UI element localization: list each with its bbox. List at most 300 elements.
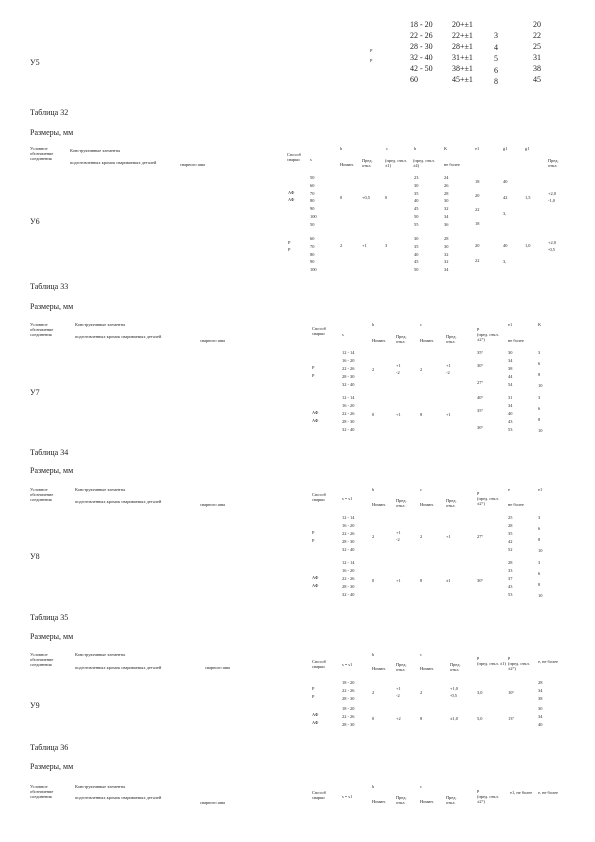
cell-value: 16 - 20 <box>342 568 355 573</box>
cell-b: 0 <box>372 716 375 721</box>
header-construct: Конструктивные элементы <box>70 148 121 153</box>
cell-c: 2 <box>420 534 423 539</box>
cell-b-tol: +2 <box>396 716 401 721</box>
header-b-tol: Пред. откл. <box>396 662 407 672</box>
header-p-tol: (пред. откл. ±1) <box>477 661 506 666</box>
header-e: e, не более <box>538 790 558 795</box>
cell-value: 45 <box>414 206 419 212</box>
header-b: b <box>372 652 375 657</box>
method: АФ <box>288 197 295 202</box>
header-p-tol: (пред. откл. ±2°) <box>477 794 499 804</box>
header-b-nom: Номин. <box>372 338 386 343</box>
cell-g1-tol: +2,0 <box>548 240 556 245</box>
cell-value: 18 <box>475 221 480 226</box>
header-c: c <box>386 146 388 151</box>
cell-value: 40 <box>508 411 513 416</box>
cell-g1-tol: +2,0 <box>548 191 556 196</box>
cell-value: 45 <box>533 75 541 84</box>
cell-value: 53 <box>508 427 513 432</box>
cell-value: 3 <box>538 350 541 355</box>
cell-value: 30 <box>538 706 543 711</box>
cell-p: 3,0 <box>477 690 483 695</box>
cell-p: 35° <box>477 408 484 413</box>
cell-value: 31+±1 <box>452 53 473 62</box>
header-method: Способ сварки <box>312 492 326 502</box>
cell-a: 10° <box>508 690 515 695</box>
header-seam: сварного шва <box>200 338 225 343</box>
cell-value: 28+±1 <box>452 42 473 51</box>
cell-b-tol: +1 <box>396 578 401 583</box>
top-method: Р <box>370 58 373 63</box>
cell-value: 16 - 20 <box>342 358 355 363</box>
row-label: У9 <box>30 701 40 710</box>
header-c-tol: Пред. откл. <box>446 334 457 344</box>
cell-value: 35 <box>414 190 419 196</box>
cell-value: 22 <box>533 31 541 40</box>
cell-b-tol: +1 <box>362 243 367 248</box>
header-p: p <box>477 326 480 331</box>
cell-value: 52 <box>508 547 513 552</box>
cell-value: 3 <box>538 395 541 400</box>
header-seam: сварного шва <box>200 800 225 805</box>
cell-value: 45+±1 <box>452 75 473 84</box>
header-symbol: Условное обозначение соединения <box>30 652 54 667</box>
method: АФ <box>288 190 295 195</box>
cell-value: 43 <box>508 419 513 424</box>
cell-value: 28 <box>508 560 513 565</box>
cell-value: 22 <box>475 258 480 263</box>
cell-value: 10 <box>538 548 543 553</box>
cell-g1: 1,5 <box>525 195 531 200</box>
header-b: b <box>340 146 343 151</box>
cell-value: 28 - 30 <box>342 374 355 379</box>
cell-value: 31 <box>508 395 513 400</box>
cell-value: 32 - 40 <box>342 382 355 387</box>
header-g1: g1 <box>525 146 530 151</box>
cell-value: 3 <box>494 31 498 40</box>
cell-value: 3 <box>538 515 541 520</box>
cell-value: 22 - 26 <box>342 688 355 693</box>
header-g: g1 <box>503 146 508 151</box>
table-title: Таблица 35 <box>30 613 69 622</box>
cell-c: 8 <box>420 412 423 417</box>
table-subtitle: Размеры, мм <box>30 762 74 771</box>
header-symbol: Условное обозначение соединения <box>30 322 54 337</box>
cell-value: 22 - 26 <box>342 531 355 536</box>
cell-value: 90 <box>310 206 315 212</box>
cell-value: 40 <box>414 198 419 204</box>
header-c-tol: (пред. откл. ±1) <box>385 158 407 168</box>
cell-value: 22 - 26 <box>410 31 433 40</box>
cell-value: 50 <box>414 214 419 219</box>
cell-value: 40 <box>414 251 419 257</box>
method: АФ <box>312 720 319 725</box>
cell-value: 40 <box>503 179 508 184</box>
header-method: Способ сварки <box>312 659 326 669</box>
cell-value: 12 - 14 <box>342 350 355 355</box>
cell-value: 28 - 30 <box>342 419 355 424</box>
header-s: s = s1 <box>342 496 353 501</box>
cell-c-tol: -2 <box>446 370 450 375</box>
cell-b: 2 <box>372 690 375 695</box>
cell-p: 40° <box>477 395 484 400</box>
cell-value: 3 <box>538 560 541 565</box>
cell-value: 80 <box>310 251 315 257</box>
cell-value: 45 <box>414 259 419 265</box>
cell-value: 28 - 30 <box>342 539 355 544</box>
header-a: p <box>508 655 511 660</box>
header-b-tol: Пред. откл. <box>396 498 407 508</box>
cell-value: 31 <box>533 53 541 62</box>
cell-c: 2 <box>420 690 423 695</box>
cell-value: 8 <box>538 582 541 587</box>
header-b-nom: Номин. <box>340 162 354 167</box>
cell-value: 32 <box>444 206 449 212</box>
cell-value: 34 <box>444 214 449 219</box>
row-label: У8 <box>30 552 40 561</box>
header-p: p <box>477 490 480 495</box>
header-e1: e1, не более <box>510 790 533 795</box>
method: АФ <box>312 418 319 423</box>
header-a-tol: (пред. откл. ±2°) <box>508 661 530 671</box>
cell-value: 22 - 26 <box>342 576 355 581</box>
cell-value: 3, <box>503 211 507 216</box>
cell-value: 32 - 40 <box>410 53 433 62</box>
header-b: b <box>372 322 375 327</box>
header-b-tol: Пред. откл. <box>396 334 407 344</box>
header-symbol: Условное обозначение соединения <box>30 146 54 161</box>
table-subtitle: Размеры, мм <box>30 302 74 311</box>
cell-value: 43 <box>508 584 513 589</box>
cell-value: 37 <box>508 576 513 581</box>
cell-value: 5 <box>494 54 498 63</box>
cell-value: 100 <box>310 214 317 219</box>
cell-value: 28 - 30 <box>342 584 355 589</box>
cell-c-tol: +1 <box>446 412 451 417</box>
cell-value: 20+±1 <box>452 20 473 29</box>
header-c: c <box>420 784 422 789</box>
cell-b-tol: +1 <box>396 412 401 417</box>
cell-value: 6 <box>538 571 541 576</box>
header-s: s = s1 <box>342 794 353 799</box>
header-prepared: подготовленных кромок свариваемых деталей <box>70 160 157 165</box>
cell-value: 16 - 20 <box>342 523 355 528</box>
header-e: b <box>414 146 417 151</box>
cell-value: 50 <box>414 267 419 273</box>
cell-value: 34 <box>444 267 449 273</box>
cell-value: 42 <box>503 195 508 200</box>
cell-value: 42 <box>508 539 513 544</box>
cell-value: 38 <box>538 696 543 701</box>
table-title: Таблица 33 <box>30 282 69 291</box>
cell-value: 25 <box>533 42 541 51</box>
cell-c: 2 <box>420 367 423 372</box>
cell-value: 100 <box>310 267 317 273</box>
cell-value: 12 - 14 <box>342 515 355 520</box>
method: Р <box>312 365 315 370</box>
header-prepared: подготовленных кромок свариваемых деталей <box>75 795 162 800</box>
cell-c: 0 <box>385 195 388 200</box>
header-c: c <box>420 652 422 657</box>
cell-value: 24 <box>444 175 449 180</box>
cell-c: 8 <box>420 578 423 583</box>
cell-c: 8 <box>420 716 423 721</box>
top-row-label: У5 <box>30 58 40 67</box>
cell-b: 2 <box>340 243 343 248</box>
cell-p: 30° <box>477 425 484 430</box>
cell-value: 32 - 40 <box>342 547 355 552</box>
cell-b-tol: +1 <box>396 686 401 691</box>
method: Р <box>288 240 291 245</box>
cell-value: 20 <box>475 193 480 198</box>
cell-value: 28 - 30 <box>342 722 355 727</box>
cell-value: 53 <box>508 592 513 597</box>
header-construct: Конструктивные элементы <box>75 784 126 789</box>
header-symbol: Условное обозначение соединения <box>30 487 54 502</box>
header-c-tol: Пред. откл. <box>446 795 457 805</box>
method: Р <box>312 373 315 378</box>
cell-value: 23 <box>414 175 419 180</box>
header-s: s <box>310 157 312 162</box>
cell-value: 20 <box>533 20 541 29</box>
cell-c: 3 <box>385 243 388 248</box>
cell-value: 34 <box>508 403 513 408</box>
cell-value: 18 - 20 <box>342 680 355 685</box>
cell-value: 28 - 30 <box>410 42 433 51</box>
cell-b: 0 <box>372 412 375 417</box>
header-c: c <box>420 322 422 327</box>
header-symbol: Условное обозначение соединения <box>30 784 54 799</box>
cell-value: 55 <box>414 221 419 227</box>
cell-value: 38 <box>533 64 541 73</box>
cell-b-tol: +1 <box>396 363 401 368</box>
cell-b-tol: -2 <box>396 370 400 375</box>
cell-value: 90 <box>310 259 315 265</box>
header-e1-max: не более <box>508 338 524 343</box>
header-b-tol: Пред. откл. <box>362 158 373 168</box>
method: Р <box>312 686 315 691</box>
cell-p: 27° <box>477 534 484 539</box>
header-c-tol: Пред. откл. <box>446 498 457 508</box>
cell-value: 6 <box>538 406 541 411</box>
cell-value: 36 <box>444 221 449 227</box>
cell-value: 12 - 14 <box>342 395 355 400</box>
cell-value: 34 <box>538 688 543 693</box>
header-e: e <box>508 487 510 492</box>
table-title: Таблица 32 <box>30 108 69 117</box>
header-prepared: подготовленных кромок свариваемых деталей <box>75 499 162 504</box>
cell-value: 8 <box>538 372 541 377</box>
header-e1: e1 <box>538 487 543 492</box>
cell-value: 42 - 50 <box>410 64 433 73</box>
cell-c-tol: ±1,0 <box>450 716 458 721</box>
header-b-nom: Номин. <box>372 666 386 671</box>
cell-p: 5,0 <box>477 716 483 721</box>
header-g1-tol: Пред. откл. <box>548 158 559 168</box>
method: АФ <box>312 410 319 415</box>
cell-value: 18 - 20 <box>342 706 355 711</box>
header-prepared: подготовленных кромок свариваемых деталей <box>75 665 162 670</box>
cell-value: 35 <box>508 531 513 536</box>
cell-b: 2 <box>372 534 375 539</box>
header-e1: e1 <box>475 146 480 151</box>
cell-value: 60 <box>410 75 418 84</box>
cell-b-tol: -2 <box>396 537 400 542</box>
header-k: K <box>538 322 542 327</box>
cell-value: 54 <box>508 382 513 387</box>
header-s: s = s1 <box>342 662 353 667</box>
cell-value: 22+±1 <box>452 31 473 40</box>
header-c-nom: Номин. <box>420 799 434 804</box>
cell-value: 26 <box>444 182 449 188</box>
row-label: У7 <box>30 388 40 397</box>
cell-value: 30 <box>508 350 513 355</box>
header-e: e, не более <box>538 659 558 664</box>
header-e1: e1 <box>508 322 513 327</box>
table-subtitle: Размеры, мм <box>30 466 74 475</box>
header-method: Способ сварки <box>312 326 326 336</box>
header-k-max: не более <box>444 162 460 167</box>
header-p: p <box>477 788 480 793</box>
method: АФ <box>312 583 319 588</box>
table-subtitle: Размеры, мм <box>30 632 74 641</box>
cell-b: 0 <box>340 195 343 200</box>
cell-value: 25 <box>508 515 513 520</box>
table-title: Таблица 36 <box>30 743 69 752</box>
cell-value: 32 <box>444 251 449 257</box>
cell-value: 28 <box>444 236 449 241</box>
cell-p: 30° <box>477 578 484 583</box>
cell-value: 28 <box>508 523 513 528</box>
cell-c-tol: +1 <box>446 534 451 539</box>
cell-value: 32 <box>444 259 449 265</box>
cell-b-tol: +0,5 <box>362 195 370 200</box>
cell-value: 10 <box>538 428 543 433</box>
header-b-tol: Пред. откл. <box>396 795 407 805</box>
cell-value: 34 <box>538 714 543 719</box>
method: Р <box>312 538 315 543</box>
cell-value: 18 - 20 <box>410 20 433 29</box>
method: Р <box>312 694 315 699</box>
cell-value: 40 <box>503 243 508 248</box>
cell-c-tol: +1,0 <box>450 686 458 691</box>
cell-value: 30 <box>444 243 449 249</box>
cell-b: 0 <box>372 578 375 583</box>
cell-value: 70 <box>310 243 315 249</box>
row-label: У6 <box>30 217 40 226</box>
cell-value: 50 <box>310 221 315 227</box>
header-construct: Конструктивные элементы <box>75 487 126 492</box>
cell-b-tol: +1 <box>396 530 401 535</box>
method: АФ <box>312 575 319 580</box>
header-c-nom: Номин. <box>420 338 434 343</box>
header-s: s <box>342 332 344 337</box>
cell-value: 40 <box>538 722 543 727</box>
cell-value: 22 - 26 <box>342 411 355 416</box>
cell-value: 30 <box>414 182 419 188</box>
header-c-nom: Номин. <box>420 666 434 671</box>
cell-value: 6 <box>538 361 541 366</box>
cell-value: 28 <box>538 680 543 685</box>
cell-value: 30 <box>444 198 449 204</box>
header-prepared: подготовленных кромок свариваемых деталей <box>75 334 162 339</box>
cell-value: 8 <box>538 537 541 542</box>
cell-a: 13° <box>508 716 515 721</box>
cell-c-tol: +1 <box>446 363 451 368</box>
cell-p: 30° <box>477 363 484 368</box>
cell-value: 50 <box>310 175 315 180</box>
cell-value: 6 <box>538 526 541 531</box>
cell-value: 18 <box>475 179 480 184</box>
cell-value: 3, <box>503 259 507 264</box>
header-c: c <box>420 487 422 492</box>
cell-value: 12 - 14 <box>342 560 355 565</box>
header-p: p <box>477 655 480 660</box>
cell-value: 8 <box>538 417 541 422</box>
cell-value: 28 - 30 <box>342 696 355 701</box>
cell-value: 10 <box>538 383 543 388</box>
cell-value: 33 <box>508 568 513 573</box>
method: Р <box>288 247 291 252</box>
cell-value: 44 <box>508 374 513 379</box>
cell-c-tol: -0,5 <box>450 693 457 698</box>
method: АФ <box>312 712 319 717</box>
cell-value: 22 - 26 <box>342 714 355 719</box>
cell-b: 2 <box>372 367 375 372</box>
cell-g1-tol: -0,5 <box>548 247 555 252</box>
header-method: Способ сварки <box>287 152 301 162</box>
header-p-tol: (пред. откл. ±2°) <box>477 332 499 342</box>
cell-value: 16 - 20 <box>342 403 355 408</box>
cell-value: 34 <box>508 358 513 363</box>
cell-c-tol: ±1 <box>446 578 451 583</box>
cell-value: 32 - 40 <box>342 427 355 432</box>
cell-value: 20 <box>475 243 480 248</box>
cell-value: 4 <box>494 42 498 52</box>
cell-value: 32 - 40 <box>342 592 355 597</box>
top-method: Р <box>370 48 373 53</box>
cell-value: 8 <box>494 77 498 86</box>
table-title: Таблица 34 <box>30 448 69 457</box>
table-subtitle: Размеры, мм <box>30 128 74 137</box>
header-seam: сварного шва <box>205 665 230 670</box>
cell-value: 80 <box>310 198 315 204</box>
cell-g1: 1,0 <box>525 243 531 248</box>
cell-g1-tol: -1,0 <box>548 198 555 203</box>
method: Р <box>312 530 315 535</box>
header-b-nom: Номин. <box>372 799 386 804</box>
header-p-tol: (пред. откл. ±2°) <box>477 496 499 506</box>
cell-value: 60 <box>310 236 315 241</box>
header-b-nom: Номин. <box>372 502 386 507</box>
header-seam: сварного шва <box>200 502 225 507</box>
cell-value: 35 <box>414 243 419 249</box>
header-seam: сварного шва <box>180 162 205 167</box>
cell-value: 10 <box>538 593 543 598</box>
header-e-tol: (пред. откл. ±4) <box>413 158 435 168</box>
header-b: b <box>372 487 375 492</box>
header-method: Способ сварки <box>312 790 326 800</box>
cell-p: 35° <box>477 350 484 355</box>
cell-b-tol: -2 <box>396 693 400 698</box>
header-c-nom: Номин. <box>420 502 434 507</box>
header-k: K <box>444 146 448 151</box>
cell-value: 30 <box>414 236 419 241</box>
cell-value: 6 <box>494 65 498 75</box>
header-construct: Конструктивные элементы <box>75 322 126 327</box>
cell-value: 22 - 26 <box>342 366 355 371</box>
cell-value: 60 <box>310 182 315 188</box>
